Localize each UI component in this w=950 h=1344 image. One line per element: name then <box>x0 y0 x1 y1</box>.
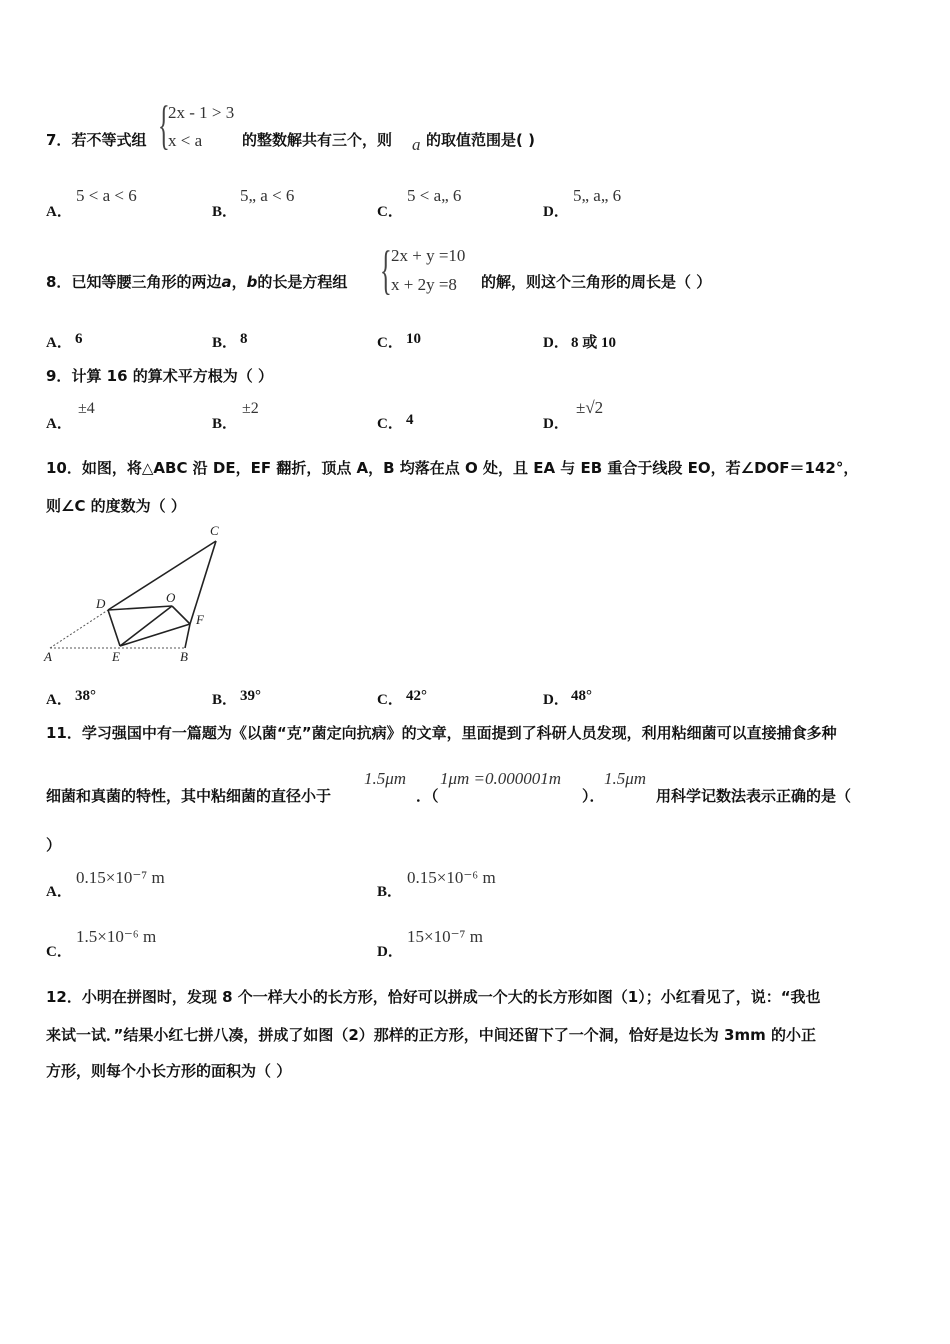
q10-side-dc <box>108 541 216 610</box>
q10-label-b: B <box>180 649 188 664</box>
q10-label-c: C <box>210 523 219 538</box>
q11-stem-line2-end: 用科学记数法表示正确的是（ <box>656 787 852 805</box>
q8-option-c-label: C． <box>377 335 403 351</box>
q7-stem-mid: 的整数解共有三个，则 <box>242 131 393 149</box>
q11-unit-definition: 1μm =0.000001m <box>440 769 562 788</box>
q7-system-eq1: 2x - 1 > 3 <box>168 103 235 122</box>
q11-option-a-label: A． <box>46 884 72 900</box>
q10-option-c-label: C． <box>377 692 403 708</box>
q9-option-a-value: ±4 <box>78 400 95 417</box>
q9-option-a-label: A． <box>46 416 72 432</box>
q10-option-d-value: 48° <box>571 688 592 704</box>
q10-line-de <box>108 610 120 646</box>
q11-stem-line3: ） <box>46 836 62 854</box>
q10-figure <box>40 520 240 668</box>
q8-stem-end: 的解，则这个三角形的周长是（ ） <box>481 273 712 291</box>
q12-stem-line2: 来试一试．”结果小红七拼八凑，拼成了如图（2）那样的正方形，中间还留下了一个洞，恰好是边长为 3mm 的小正 <box>46 1026 816 1044</box>
q9-option-b-value: ±2 <box>242 400 259 417</box>
q9-option-d-value: ±√2 <box>576 398 604 417</box>
q10-label-o: O <box>166 590 176 605</box>
q10-line-of <box>172 606 190 624</box>
q12-stem-line1: 12．小明在拼图时，发现 8 个一样大小的长方形，恰好可以拼成一个大的长方形如图（1）；小红看见了，说：“我也 <box>46 988 821 1006</box>
q10-option-c-value: 42° <box>406 688 427 704</box>
q7-option-b-value: 5„ a < 6 <box>240 186 295 205</box>
q11-stem-line1: 11．学习强国中有一篇题为《以菌“克”菌定向抗病》的文章，里面提到了科研人员发现，利用粘细菌可以直接捕食多种 <box>46 724 837 742</box>
q8-option-b-label: B． <box>212 335 238 351</box>
q11-option-a-value: 0.15×10⁻⁷ m <box>76 868 165 887</box>
q10-stem-line1: 10．如图，将△ABC 沿 DE，EF 翻折，顶点 A，B 均落在点 O 处，且 EA 与 EB 重合于线段 EO，若∠DOF＝142°， <box>46 459 859 477</box>
q10-dotted-ad <box>50 610 108 648</box>
q10-option-d-label: D． <box>543 692 569 708</box>
q7-system-eq2: x < a <box>168 131 203 150</box>
q8-system-eq2: x + 2y =8 <box>391 275 457 294</box>
q11-option-d-label: D． <box>377 944 403 960</box>
q12-stem-line3: 方形，则每个小长方形的面积为（ ） <box>46 1062 292 1080</box>
q8-option-b-value: 8 <box>240 331 248 347</box>
q10-line-eo <box>120 606 172 646</box>
q10-option-b-value: 39° <box>240 688 261 704</box>
q8-option-c-value: 10 <box>406 331 421 347</box>
q8-stem-start: 8．已知等腰三角形的两边a，b的长是方程组 <box>46 273 348 291</box>
q10-stem-line2: 则∠C 的度数为（ ） <box>46 497 186 515</box>
q8-option-d-value: 8 或 10 <box>571 335 617 351</box>
q11-paren-close: ）． <box>582 787 605 805</box>
q11-value-diameter: 1.5μm <box>364 769 407 788</box>
q10-label-a: A <box>44 649 52 664</box>
q10-option-a-value: 38° <box>75 688 96 704</box>
q7-option-d-value: 5„ a„ 6 <box>573 186 622 205</box>
q7-stem-start: 7．若不等式组 <box>46 131 147 149</box>
q7-option-a-label: A． <box>46 204 72 220</box>
q10-label-e: E <box>112 649 120 664</box>
q7-option-c-value: 5 < a„ 6 <box>407 186 462 205</box>
q11-paren-open: ．（ <box>416 787 439 805</box>
q9-option-c-value: 4 <box>406 412 414 428</box>
q7-var-a: a <box>412 135 421 154</box>
q10-label-f: F <box>196 612 204 627</box>
q10-line-ef <box>120 624 190 646</box>
q10-label-d: D <box>96 596 106 611</box>
q9-stem: 9．计算 16 的算术平方根为（ ） <box>46 367 273 385</box>
q7-brace: { <box>158 95 170 155</box>
q11-option-c-label: C． <box>46 944 72 960</box>
q11-option-b-label: B． <box>377 884 403 900</box>
q9-option-d-label: D． <box>543 416 569 432</box>
q10-option-a-label: A． <box>46 692 72 708</box>
q8-brace: { <box>380 240 392 300</box>
q7-option-a-value: 5 < a < 6 <box>76 186 137 205</box>
q10-line-do <box>108 606 172 610</box>
q8-option-a-value: 6 <box>75 331 83 347</box>
q8-system-eq1: 2x + y =10 <box>391 246 466 265</box>
q9-option-c-label: C． <box>377 416 403 432</box>
q8-option-a-label: A． <box>46 335 72 351</box>
q9-option-b-label: B． <box>212 416 238 432</box>
q11-option-c-value: 1.5×10⁻⁶ m <box>76 927 157 946</box>
q10-option-b-label: B． <box>212 692 238 708</box>
q7-option-b-label: B． <box>212 204 238 220</box>
q11-option-b-value: 0.15×10⁻⁶ m <box>407 868 496 887</box>
q8-option-d-label: D． <box>543 335 569 351</box>
q11-value-repeat: 1.5μm <box>604 769 647 788</box>
q11-stem-line2-start: 细菌和真菌的特性，其中粘细菌的直径小于 <box>46 787 332 805</box>
q7-option-d-label: D． <box>543 204 569 220</box>
q11-option-d-value: 15×10⁻⁷ m <box>407 927 483 946</box>
q7-stem-end: 的取值范围是( ) <box>426 131 535 149</box>
q7-option-c-label: C． <box>377 204 403 220</box>
q10-side-fb <box>185 624 190 648</box>
